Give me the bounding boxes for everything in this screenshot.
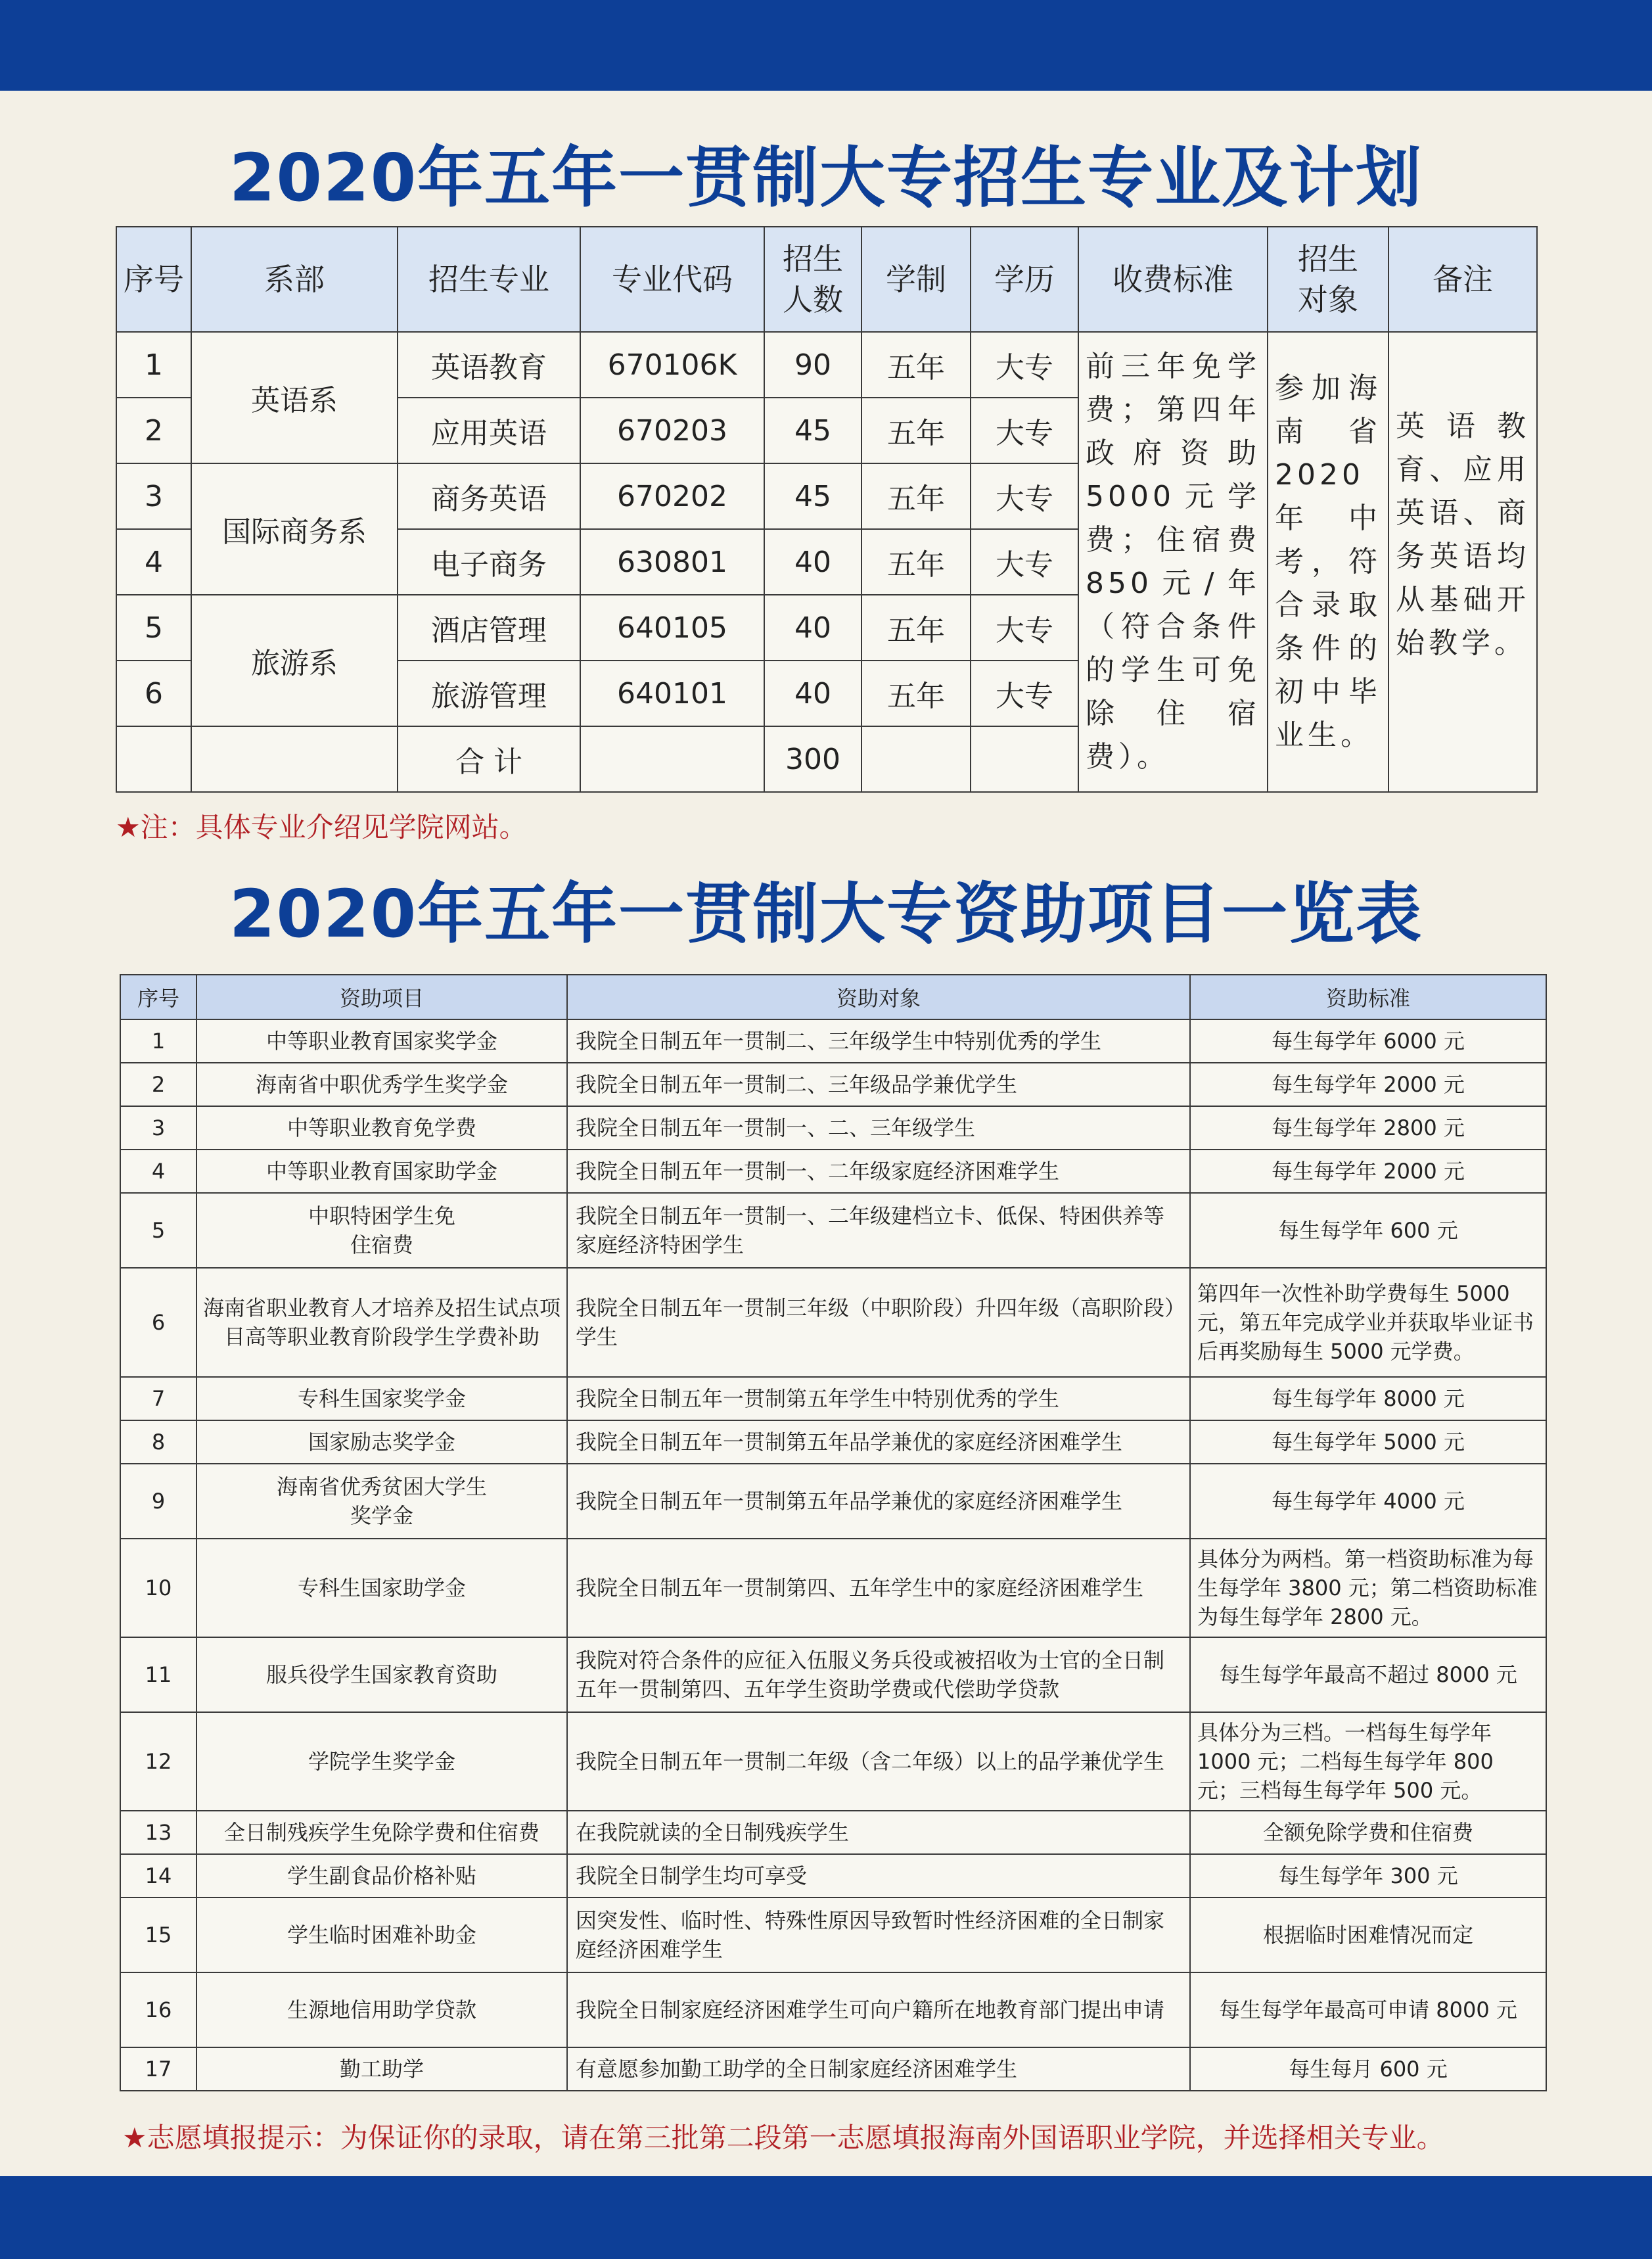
aid-item-cell: 专科生国家助学金 — [196, 1539, 567, 1637]
row-number: 3 — [116, 463, 191, 529]
financial-aid-table — [120, 974, 1547, 2091]
count-cell: 40 — [764, 595, 861, 661]
code-cell: 640101 — [580, 661, 764, 726]
row-number: 6 — [116, 661, 191, 726]
bottom-banner — [0, 2176, 1652, 2259]
table-row — [120, 1420, 1546, 1464]
aid-target-cell: 我院全日制五年一贯制一、二年级家庭经济困难学生 — [567, 1150, 1190, 1193]
aid-standard-cell: 每生每学年最高可申请 8000 元 — [1190, 1972, 1546, 2047]
aid-target-cell: 我院全日制五年一贯制第四、五年学生中的家庭经济困难学生 — [567, 1539, 1190, 1637]
aid-standard-cell: 第四年一次性补助学费每生 5000 元，第五年完成学业并获取毕业证书后再奖励每生 5000 元学费。 — [1190, 1268, 1546, 1377]
degree-cell: 大专 — [971, 332, 1078, 398]
header-cell: 招生 人数 — [764, 227, 861, 332]
row-number: 1 — [116, 332, 191, 398]
aid-standard-cell: 每生每学年 5000 元 — [1190, 1420, 1546, 1464]
table-row — [120, 1268, 1546, 1377]
code-cell: 670106K — [580, 332, 764, 398]
code-cell: 670203 — [580, 398, 764, 463]
table-row — [120, 1712, 1546, 1811]
row-number: 13 — [120, 1811, 196, 1854]
aid-standard-cell: 每生每月 600 元 — [1190, 2047, 1546, 2091]
header-cell: 收费标准 — [1078, 227, 1268, 332]
aid-item-cell: 海南省中职优秀学生奖学金 — [196, 1063, 567, 1106]
fee-cell: 前三年免学费；第四年政府资助5000元学费；住宿费850元/年（符合条件的学生可免除住宿费）。 — [1078, 332, 1268, 792]
count-cell: 40 — [764, 529, 861, 595]
aid-target-cell: 我院对符合条件的应征入伍服义务兵役或被招收为士官的全日制五年一贯制第四、五年学生资助学费或代偿助学贷款 — [567, 1637, 1190, 1712]
count-cell: 45 — [764, 463, 861, 529]
empty-cell — [191, 726, 398, 792]
aid-target-cell: 我院全日制学生均可享受 — [567, 1854, 1190, 1898]
header-cell: 序号 — [116, 227, 191, 332]
header-cell: 序号 — [120, 975, 196, 1019]
department-cell: 旅游系 — [191, 595, 398, 726]
code-cell: 670202 — [580, 463, 764, 529]
aid-target-cell: 我院全日制五年一贯制二、三年级学生中特别优秀的学生 — [567, 1019, 1190, 1063]
aid-target-cell: 我院全日制五年一贯制二年级（含二年级）以上的品学兼优学生 — [567, 1712, 1190, 1811]
header-cell: 学历 — [971, 227, 1078, 332]
department-cell: 英语系 — [191, 332, 398, 463]
table-row — [120, 1193, 1546, 1268]
aid-item-cell: 国家励志奖学金 — [196, 1420, 567, 1464]
aid-item-cell: 全日制残疾学生免除学费和住宿费 — [196, 1811, 567, 1854]
row-number: 8 — [120, 1420, 196, 1464]
aid-target-cell: 我院全日制五年一贯制第五年品学兼优的家庭经济困难学生 — [567, 1420, 1190, 1464]
header-cell: 资助项目 — [196, 975, 567, 1019]
row-number: 11 — [120, 1637, 196, 1712]
aid-target-cell: 因突发性、临时性、特殊性原因导致暂时性经济困难的全日制家庭经济困难学生 — [567, 1898, 1190, 1972]
aid-target-cell: 我院全日制五年一贯制一、二年级建档立卡、低保、特困供养等家庭经济特困学生 — [567, 1193, 1190, 1268]
row-number: 7 — [120, 1377, 196, 1420]
aid-standard-cell: 每生每学年 300 元 — [1190, 1854, 1546, 1898]
row-number: 16 — [120, 1972, 196, 2047]
aid-item-cell: 勤工助学 — [196, 2047, 567, 2091]
header-cell: 备注 — [1388, 227, 1537, 332]
row-number: 2 — [120, 1063, 196, 1106]
aid-title: 2020年五年一贯制大专资助项目一览表 — [229, 875, 1423, 952]
major-cell: 酒店管理 — [398, 595, 580, 661]
table-row — [120, 1019, 1546, 1063]
empty-cell — [861, 726, 971, 792]
count-cell: 90 — [764, 332, 861, 398]
aid-standard-cell: 全额免除学费和住宿费 — [1190, 1811, 1546, 1854]
top-banner — [0, 0, 1652, 91]
aid-item-cell: 学生副食品价格补贴 — [196, 1854, 567, 1898]
aid-item-cell: 学生临时困难补助金 — [196, 1898, 567, 1972]
years-cell: 五年 — [861, 529, 971, 595]
row-number: 5 — [116, 595, 191, 661]
total-label: 合 计 — [398, 726, 580, 792]
table-row — [120, 1539, 1546, 1637]
years-cell: 五年 — [861, 661, 971, 726]
major-cell: 英语教育 — [398, 332, 580, 398]
department-cell: 国际商务系 — [191, 463, 398, 595]
header-cell: 学制 — [861, 227, 971, 332]
aid-target-cell: 我院全日制五年一贯制第五年品学兼优的家庭经济困难学生 — [567, 1464, 1190, 1539]
major-cell: 商务英语 — [398, 463, 580, 529]
header-cell: 招生 对象 — [1268, 227, 1388, 332]
application-tip: ★志愿填报提示：为保证你的录取，请在第三批第二段第一志愿填报海南外国语职业学院，并选择相关专业。 — [122, 2122, 1444, 2154]
table-row — [120, 1637, 1546, 1712]
years-cell: 五年 — [861, 595, 971, 661]
table-row — [120, 1464, 1546, 1539]
plan-title: 2020年五年一贯制大专招生专业及计划 — [229, 139, 1423, 216]
empty-cell — [580, 726, 764, 792]
aid-item-cell: 中等职业教育国家助学金 — [196, 1150, 567, 1193]
table-row — [120, 1854, 1546, 1898]
header-cell: 系部 — [191, 227, 398, 332]
aid-item-cell: 海南省优秀贫困大学生 奖学金 — [196, 1464, 567, 1539]
row-number: 5 — [120, 1193, 196, 1268]
aid-header-row — [120, 975, 1546, 1019]
table-row — [120, 1106, 1546, 1150]
code-cell: 630801 — [580, 529, 764, 595]
degree-cell: 大专 — [971, 398, 1078, 463]
website-note: ★注：具体专业介绍见学院网站。 — [116, 811, 527, 843]
major-cell: 应用英语 — [398, 398, 580, 463]
aid-standard-cell: 具体分为三档。一档每生每学年 1000 元；二档每生每学年 800 元；三档每生每学年 500 元。 — [1190, 1712, 1546, 1811]
aid-target-cell: 在我院就读的全日制残疾学生 — [567, 1811, 1190, 1854]
aid-item-cell: 学院学生奖学金 — [196, 1712, 567, 1811]
row-number: 2 — [116, 398, 191, 463]
years-cell: 五年 — [861, 332, 971, 398]
aid-standard-cell: 每生每学年 2000 元 — [1190, 1063, 1546, 1106]
aid-target-cell: 我院全日制五年一贯制第五年学生中特别优秀的学生 — [567, 1377, 1190, 1420]
aid-item-cell: 专科生国家奖学金 — [196, 1377, 567, 1420]
target-cell: 参加海南省2020年中考，符合录取条件的初中毕业生。 — [1268, 332, 1388, 792]
row-number: 9 — [120, 1464, 196, 1539]
aid-item-cell: 海南省职业教育人才培养及招生试点项目高等职业教育阶段学生学费补助 — [196, 1268, 567, 1377]
degree-cell: 大专 — [971, 595, 1078, 661]
table-row — [120, 1811, 1546, 1854]
aid-item-cell: 中等职业教育免学费 — [196, 1106, 567, 1150]
table-row — [120, 1063, 1546, 1106]
row-number: 17 — [120, 2047, 196, 2091]
count-cell: 45 — [764, 398, 861, 463]
table-row — [120, 2047, 1546, 2091]
aid-standard-cell: 每生每学年最高不超过 8000 元 — [1190, 1637, 1546, 1712]
aid-target-cell: 有意愿参加勤工助学的全日制家庭经济困难学生 — [567, 2047, 1190, 2091]
empty-cell — [971, 726, 1078, 792]
header-cell: 资助标准 — [1190, 975, 1546, 1019]
aid-standard-cell: 每生每学年 6000 元 — [1190, 1019, 1546, 1063]
row-number: 12 — [120, 1712, 196, 1811]
aid-standard-cell: 每生每学年 8000 元 — [1190, 1377, 1546, 1420]
row-number: 4 — [116, 529, 191, 595]
major-cell: 旅游管理 — [398, 661, 580, 726]
aid-item-cell: 服兵役学生国家教育资助 — [196, 1637, 567, 1712]
table-row — [120, 1377, 1546, 1420]
aid-item-cell: 生源地信用助学贷款 — [196, 1972, 567, 2047]
aid-item-cell: 中职特困学生免 住宿费 — [196, 1193, 567, 1268]
table-row — [116, 332, 1537, 398]
empty-cell — [116, 726, 191, 792]
header-cell: 招生专业 — [398, 227, 580, 332]
total-count: 300 — [764, 726, 861, 792]
row-number: 15 — [120, 1898, 196, 1972]
code-cell: 640105 — [580, 595, 764, 661]
table-row — [120, 1150, 1546, 1193]
row-number: 1 — [120, 1019, 196, 1063]
degree-cell: 大专 — [971, 661, 1078, 726]
header-cell: 专业代码 — [580, 227, 764, 332]
aid-target-cell: 我院全日制家庭经济困难学生可向户籍所在地教育部门提出申请 — [567, 1972, 1190, 2047]
row-number: 14 — [120, 1854, 196, 1898]
aid-standard-cell: 具体分为两档。第一档资助标准为每生每学年 3800 元；第二档资助标准为每生每学年 2800 元。 — [1190, 1539, 1546, 1637]
row-number: 4 — [120, 1150, 196, 1193]
aid-standard-cell: 每生每学年 4000 元 — [1190, 1464, 1546, 1539]
plan-header-row — [116, 227, 1537, 332]
remark-cell: 英语教育、应用英语、商务英语均从基础开始教学。 — [1388, 332, 1537, 792]
aid-item-cell: 中等职业教育国家奖学金 — [196, 1019, 567, 1063]
row-number: 3 — [120, 1106, 196, 1150]
table-row — [120, 1898, 1546, 1972]
enrollment-plan-table — [116, 226, 1538, 793]
aid-standard-cell: 每生每学年 600 元 — [1190, 1193, 1546, 1268]
row-number: 6 — [120, 1268, 196, 1377]
years-cell: 五年 — [861, 463, 971, 529]
header-cell: 资助对象 — [567, 975, 1190, 1019]
row-number: 10 — [120, 1539, 196, 1637]
table-row — [120, 1972, 1546, 2047]
degree-cell: 大专 — [971, 463, 1078, 529]
aid-target-cell: 我院全日制五年一贯制二、三年级品学兼优学生 — [567, 1063, 1190, 1106]
aid-standard-cell: 每生每学年 2000 元 — [1190, 1150, 1546, 1193]
count-cell: 40 — [764, 661, 861, 726]
degree-cell: 大专 — [971, 529, 1078, 595]
aid-standard-cell: 根据临时困难情况而定 — [1190, 1898, 1546, 1972]
aid-standard-cell: 每生每学年 2800 元 — [1190, 1106, 1546, 1150]
aid-target-cell: 我院全日制五年一贯制三年级（中职阶段）升四年级（高职阶段）学生 — [567, 1268, 1190, 1377]
major-cell: 电子商务 — [398, 529, 580, 595]
years-cell: 五年 — [861, 398, 971, 463]
aid-target-cell: 我院全日制五年一贯制一、二、三年级学生 — [567, 1106, 1190, 1150]
